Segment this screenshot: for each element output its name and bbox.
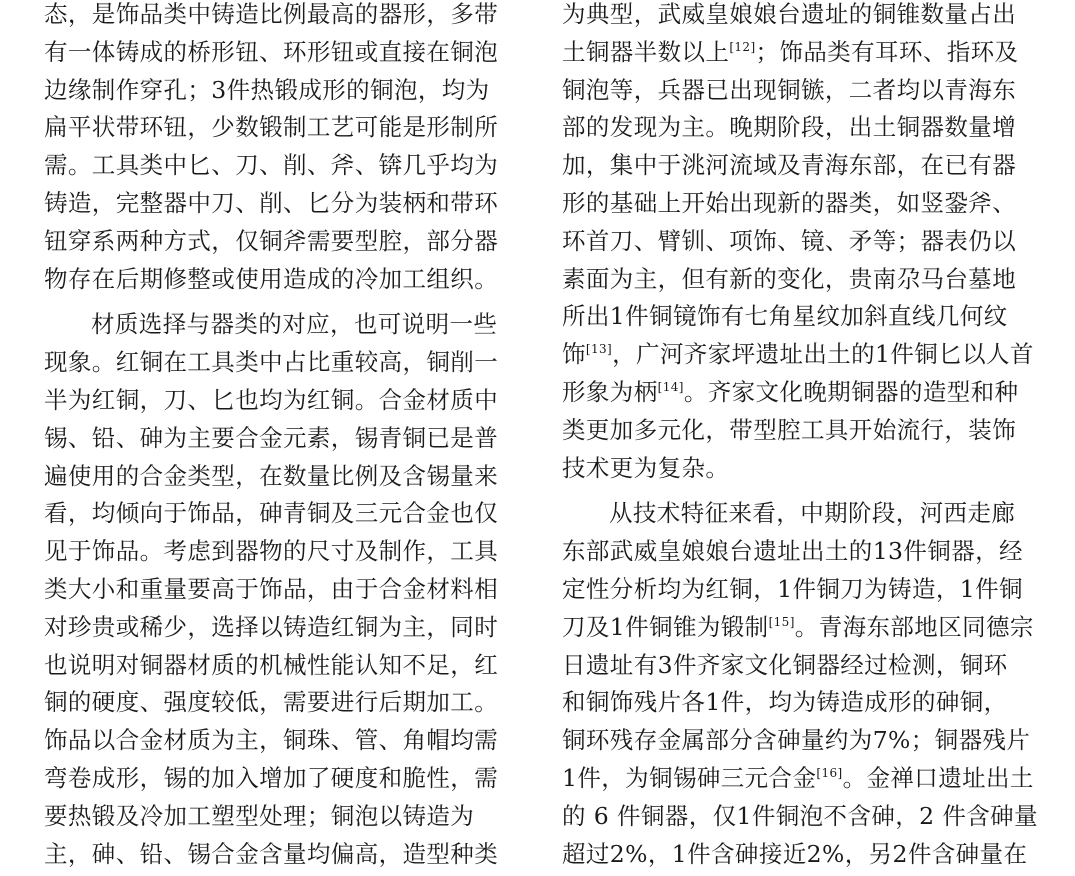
line-text: 。青海东部地区同德宗 — [794, 612, 1034, 641]
paragraph-gap — [562, 487, 1032, 495]
text-line — [562, 836, 1032, 874]
text-line — [562, 495, 1032, 533]
line-text: 铜泡等，兵器已出现铜镞，二者均以青海东 — [562, 75, 1017, 104]
text-line — [562, 760, 1032, 798]
citation-ref: [15] — [768, 614, 795, 629]
text-line: 弯卷成形，锡的加入增加了硬度和脆性，需 — [44, 763, 499, 792]
text-line — [562, 185, 1032, 223]
text-line — [562, 0, 1032, 34]
text-line: 物存在后期修整或使用造成的冷加工组织。 — [44, 264, 499, 293]
citation-ref: [16] — [816, 765, 843, 780]
line-text: 环首刀、臂钏、项饰、镜、矛等；器表仍以 — [562, 226, 1017, 255]
text-line — [562, 374, 1032, 412]
text-line — [562, 684, 1032, 722]
text-line: 半为红铜，刀、匕也均为红铜。合金材质中 — [44, 385, 499, 414]
text-line — [562, 609, 1032, 647]
text-line — [562, 412, 1032, 450]
text-line: 需。工具类中匕、刀、削、斧、锛几乎均为 — [44, 151, 499, 180]
text-line: 对珍贵或稀少，选择以铸造红铜为主，同时 — [44, 612, 499, 641]
line-text: 部的发现为主。晚期阶段，出土铜器数量增 — [562, 113, 1017, 142]
text-line: 主，砷、铅、锡合金含量均偏高，造型种类 — [44, 839, 499, 868]
citation-ref: [14] — [657, 379, 684, 394]
text-line: 有一体铸成的桥形钮、环形钮或直接在铜泡 — [44, 37, 499, 66]
text-line: 类大小和重量要高于饰品，由于合金材料相 — [44, 574, 499, 603]
left-column — [44, 0, 514, 873]
line-text: 1件，为铜锡砷三元合金 — [562, 763, 817, 792]
text-line — [562, 34, 1032, 72]
line-text: 加，集中于洮河流域及青海东部，在已有器 — [562, 151, 1017, 180]
line-text: ；饰品类有耳环、指环及 — [755, 37, 1019, 66]
right-paragraph-2 — [562, 495, 1038, 873]
line-text: ，广河齐家坪遗址出土的1件铜匕以人首 — [612, 340, 1034, 369]
line-text: 饰 — [562, 340, 586, 369]
line-text: 。金禅口遗址出土 — [842, 763, 1034, 792]
text-line: 边缘制作穿孔；3件热锻成形的铜泡，均为 — [44, 75, 490, 104]
text-line — [562, 571, 1032, 609]
text-line — [562, 261, 1032, 299]
text-line — [562, 450, 1032, 488]
line-text: 所出1件铜镜饰有七角星纹加斜直线几何纹 — [562, 302, 1008, 331]
text-line: 要热锻及冷加工塑型处理；铜泡以铸造为 — [44, 801, 475, 830]
text-line: 饰品以合金材质为主，铜珠、管、角帽均需 — [44, 726, 499, 755]
text-line — [562, 298, 1032, 336]
left-paragraph-2 — [44, 306, 514, 873]
citation-ref: [12] — [729, 39, 756, 54]
text-line: 材质选择与器类的对应，也可说明一些 — [91, 310, 498, 339]
text-line — [562, 722, 1032, 760]
line-text: 刀及1件铜锥为锻制 — [562, 612, 769, 641]
text-line: 锡、铅、砷为主要合金元素，锡青铜已是普 — [44, 423, 499, 452]
text-line — [562, 147, 1032, 185]
line-text: 素面为主，但有新的变化，贵南尕马台墓地 — [562, 264, 1017, 293]
text-line: 钮穿系两种方式，仅铜斧需要型腔，部分器 — [44, 226, 499, 255]
line-text: 超过2%，1件含砷接近2%，另2件含砷量在 — [562, 839, 1028, 868]
text-line — [562, 72, 1032, 110]
line-text: 。齐家文化晚期铜器的造型和种 — [683, 377, 1019, 406]
left-paragraph-1 — [44, 0, 514, 298]
text-line: 态，是饰品类中铸造比例最高的器形，多带 — [44, 0, 499, 28]
line-text: 为典型，武威皇娘娘台遗址的铜锥数量占出 — [562, 0, 1017, 28]
text-line — [562, 223, 1032, 261]
right-paragraph-1 — [562, 0, 1032, 487]
text-line — [562, 109, 1032, 147]
line-text: 的 6 件铜器，仅1件铜泡不含砷，2 件含砷量 — [562, 801, 1038, 830]
text-line — [562, 798, 1038, 836]
text-line — [562, 647, 1032, 685]
text-line: 也说明对铜器材质的机械性能认知不足，红 — [44, 650, 499, 679]
line-text: 东部武威皇娘娘台遗址出土的13件铜器，经 — [562, 537, 1023, 566]
citation-ref: [13] — [585, 342, 613, 357]
line-text: 形的基础上开始出现新的器类，如竖銎斧、 — [562, 188, 1017, 217]
line-text: 技术更为复杂。 — [562, 453, 730, 482]
text-line: 铜的硬度、强度较低，需要进行后期加工。 — [44, 688, 499, 717]
line-text: 从技术特征来看，中期阶段，河西走廊 — [609, 499, 1016, 528]
line-text: 铜环残存金属部分含砷量约为7%；铜器残片 — [562, 726, 1031, 755]
text-line: 见于饰品。考虑到器物的尺寸及制作，工具 — [44, 537, 499, 566]
right-column — [562, 0, 1038, 873]
line-text: 形象为柄 — [562, 377, 658, 406]
text-line — [562, 336, 1032, 374]
line-text: 日遗址有3件齐家文化铜器经过检测，铜环 — [562, 650, 1008, 679]
text-line: 遍使用的合金类型，在数量比例及含锡量来 — [44, 461, 499, 490]
text-line: 看，均倾向于饰品，砷青铜及三元合金也仅 — [44, 499, 499, 528]
text-line: 扁平状带环钮，少数锻制工艺可能是形制所 — [44, 113, 499, 142]
text-line: 铸造，完整器中刀、削、匕分为装柄和带环 — [44, 188, 499, 217]
line-text: 土铜器半数以上 — [562, 37, 730, 66]
text-line — [562, 533, 1032, 571]
text-line: 现象。红铜在工具类中占比重较高，铜削一 — [44, 348, 499, 377]
line-text: 定性分析均为红铜，1件铜刀为铸造，1件铜 — [562, 574, 1023, 603]
line-text: 和铜饰残片各1件，均为铸造成形的砷铜， — [562, 688, 1008, 717]
line-text: 类更加多元化，带型腔工具开始流行，装饰 — [562, 415, 1017, 444]
paragraph-gap — [44, 298, 514, 306]
